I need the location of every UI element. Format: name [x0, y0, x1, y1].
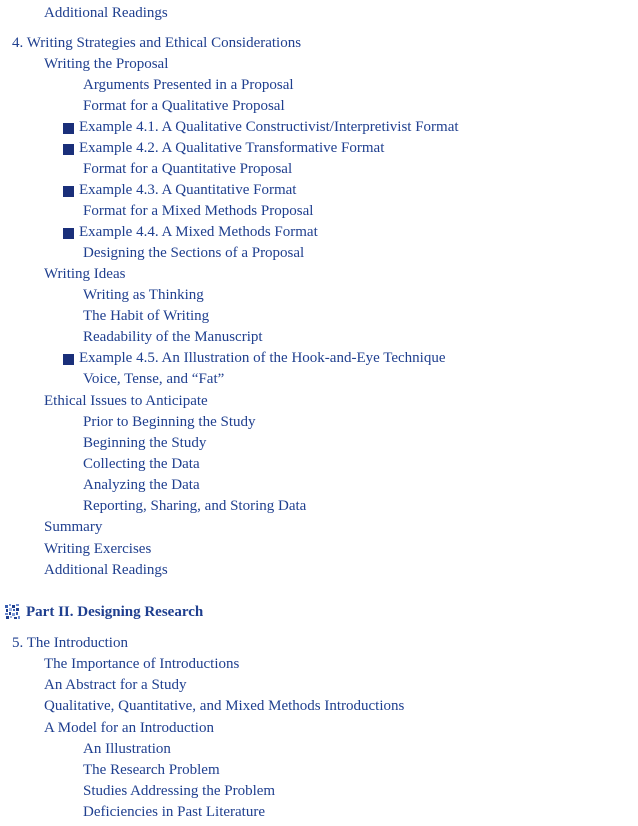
part-book-icon: [5, 604, 20, 619]
toc-part-2-title[interactable]: Part II. Designing Research: [26, 604, 204, 620]
toc-link-deficiencies[interactable]: Deficiencies in Past Literature: [83, 804, 266, 820]
toc-link-research-problem[interactable]: The Research Problem: [83, 762, 220, 778]
toc-link-studies-addressing[interactable]: Studies Addressing the Problem: [83, 783, 276, 799]
toc-link-voice-tense-fat[interactable]: Voice, Tense, and “Fat”: [83, 371, 225, 387]
toc-link-reporting-sharing[interactable]: Reporting, Sharing, and Storing Data: [83, 498, 307, 514]
toc-link-analyzing-data[interactable]: Analyzing the Data: [83, 477, 200, 493]
toc-link-example-4-2[interactable]: Example 4.2. A Qualitative Transformative Format: [79, 140, 385, 156]
toc-link-abstract[interactable]: An Abstract for a Study: [44, 677, 187, 693]
toc-link-format-mixed[interactable]: Format for a Mixed Methods Proposal: [83, 203, 314, 219]
toc-link-writing-ideas[interactable]: Writing Ideas: [44, 266, 126, 282]
toc-link-importance-introductions[interactable]: The Importance of Introductions: [44, 656, 240, 672]
toc-link-example-4-3[interactable]: Example 4.3. A Quantitative Format: [79, 182, 297, 198]
toc-link-model-introduction[interactable]: A Model for an Introduction: [44, 720, 214, 736]
toc-link-arguments[interactable]: Arguments Presented in a Proposal: [83, 77, 294, 93]
toc-link-example-4-1[interactable]: Example 4.1. A Qualitative Constructivist/Interpretivist Format: [79, 119, 459, 135]
example-square-icon: [63, 354, 74, 365]
example-square-icon: [63, 123, 74, 134]
toc-chapter-5[interactable]: 5. The Introduction: [12, 635, 128, 651]
toc-link-designing-sections[interactable]: Designing the Sections of a Proposal: [83, 245, 305, 261]
toc-link-ethical-issues[interactable]: Ethical Issues to Anticipate: [44, 393, 208, 409]
toc-link-an-illustration[interactable]: An Illustration: [83, 741, 171, 757]
toc-link-example-4-5[interactable]: Example 4.5. An Illustration of the Hook-and-Eye Technique: [79, 350, 446, 366]
example-square-icon: [63, 144, 74, 155]
example-square-icon: [63, 228, 74, 239]
toc-link-qual-quant-mixed-intros[interactable]: Qualitative, Quantitative, and Mixed Methods Introductions: [44, 698, 405, 714]
toc-link-summary[interactable]: Summary: [44, 519, 103, 535]
toc-link-writing-as-thinking[interactable]: Writing as Thinking: [83, 287, 204, 303]
toc-link-readability[interactable]: Readability of the Manuscript: [83, 329, 263, 345]
toc-link-prior-to-beginning[interactable]: Prior to Beginning the Study: [83, 414, 256, 430]
toc-link-writing-exercises[interactable]: Writing Exercises: [44, 541, 152, 557]
toc-link-example-4-4[interactable]: Example 4.4. A Mixed Methods Format: [79, 224, 318, 240]
toc-link-beginning-the-study[interactable]: Beginning the Study: [83, 435, 207, 451]
toc-link-additional-readings-ch4[interactable]: Additional Readings: [44, 562, 168, 578]
toc-link-writing-the-proposal[interactable]: Writing the Proposal: [44, 56, 169, 72]
toc-link-format-qualitative[interactable]: Format for a Qualitative Proposal: [83, 98, 285, 114]
toc-link-habit-of-writing[interactable]: The Habit of Writing: [83, 308, 210, 324]
toc-link-collecting-data[interactable]: Collecting the Data: [83, 456, 200, 472]
toc-link-format-quantitative[interactable]: Format for a Quantitative Proposal: [83, 161, 293, 177]
toc-link-additional-readings[interactable]: Additional Readings: [44, 5, 168, 21]
example-square-icon: [63, 186, 74, 197]
toc-chapter-4[interactable]: 4. Writing Strategies and Ethical Considerations: [12, 35, 302, 51]
